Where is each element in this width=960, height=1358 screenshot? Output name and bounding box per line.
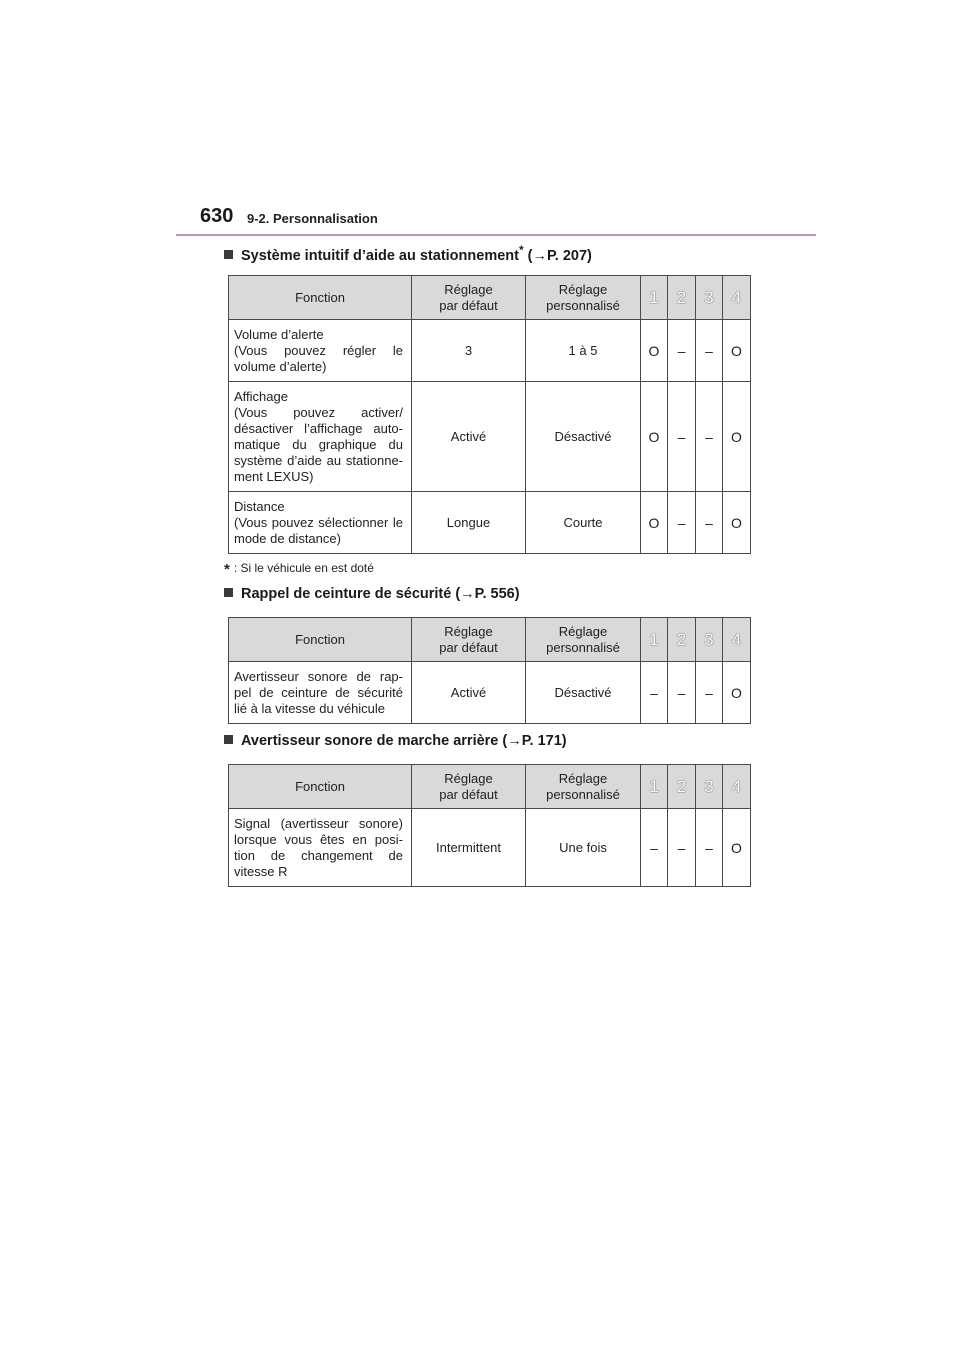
square-bullet-icon (224, 735, 233, 744)
header-function: Fonction (229, 276, 412, 320)
default-value: Intermittent (412, 809, 526, 887)
settings-table-seatbelt-reminder (228, 617, 751, 724)
header-col-1-icon: 1 (641, 765, 668, 809)
settings-table-parking-assist (228, 275, 751, 554)
header-col-1-icon: 1 (641, 276, 668, 320)
header-col-2-icon: 2 (668, 276, 696, 320)
mark-col-3: – (696, 492, 723, 554)
table-row (229, 492, 751, 554)
mark-col-3: – (696, 809, 723, 887)
settings-table-reverse-buzzer (228, 764, 751, 887)
header-col-3-icon: 3 (696, 276, 723, 320)
asterisk-mark: * (518, 243, 524, 257)
mark-col-4: O (723, 662, 751, 724)
chapter-title: 9-2. Personnalisation (247, 211, 378, 226)
custom-value: Courte (526, 492, 641, 554)
function-cell: Signal (avertisseur sonore) lorsque vous êtes en posi-tion de changement de vitesse R (229, 809, 412, 887)
mark-col-4: O (723, 492, 751, 554)
square-bullet-icon (224, 588, 233, 597)
mark-col-1: O (641, 382, 668, 492)
custom-value: Désactivé (526, 382, 641, 492)
mark-col-2: – (668, 320, 696, 382)
page-reference: (→P. 207) (523, 247, 592, 264)
mark-col-4: O (723, 382, 751, 492)
header-col-2-icon: 2 (668, 765, 696, 809)
mark-col-1: O (641, 492, 668, 554)
page-reference: (→P. 556) (451, 586, 520, 602)
footnote-text: : Si le véhicule en est doté (233, 561, 374, 575)
mark-col-1: – (641, 809, 668, 887)
mark-col-4: O (723, 809, 751, 887)
table-row (229, 320, 751, 382)
default-value: Longue (412, 492, 526, 554)
table-header-row (229, 276, 751, 320)
default-value: Activé (412, 662, 526, 724)
section-title-seatbelt-reminder: Rappel de ceinture de sécurité (→P. 556) (224, 586, 520, 602)
default-value: 3 (412, 320, 526, 382)
mark-col-2: – (668, 662, 696, 724)
header-col-4-icon: 4 (723, 618, 751, 662)
page-reference: (→P. 171) (498, 733, 567, 749)
custom-value: Désactivé (526, 662, 641, 724)
header-col-3-icon: 3 (696, 618, 723, 662)
header-function: Fonction (229, 618, 412, 662)
mark-col-3: – (696, 382, 723, 492)
header-col-4-icon: 4 (723, 276, 751, 320)
function-cell: Volume d’alerte (Vous pouvez régler le volume d’alerte) (229, 320, 412, 382)
header-col-1-icon: 1 (641, 618, 668, 662)
table-row (229, 382, 751, 492)
header-default: Réglage par défaut (412, 765, 526, 809)
footnote-asterisk: * (224, 561, 230, 578)
header-custom: Réglage personnalisé (526, 276, 641, 320)
mark-col-2: – (668, 382, 696, 492)
function-cell: Affichage (Vous pouvez activer/ désactiver l’affichage auto-matique du graphique du système d’aide au stationne-ment LEXUS) (229, 382, 412, 492)
function-cell: Avertisseur sonore de rap-pel de ceinture de sécurité lié à la vitesse du véhicule (229, 662, 412, 724)
default-value: Activé (412, 382, 526, 492)
mark-col-3: – (696, 320, 723, 382)
page-header (176, 203, 816, 236)
section-title-reverse-buzzer: Avertisseur sonore de marche arrière (→P. 171) (224, 733, 567, 749)
mark-col-2: – (668, 492, 696, 554)
table-row (229, 809, 751, 887)
header-default: Réglage par défaut (412, 276, 526, 320)
footnote (224, 561, 374, 578)
mark-col-4: O (723, 320, 751, 382)
function-cell: Distance (Vous pouvez sélectionner le mode de distance) (229, 492, 412, 554)
custom-value: Une fois (526, 809, 641, 887)
custom-value: 1 à 5 (526, 320, 641, 382)
section-title-parking-assist: Système intuitif d’aide au stationnement* (→P. 207) (224, 243, 592, 264)
table-header-row (229, 618, 751, 662)
page-number: 630 (200, 205, 234, 227)
square-bullet-icon (224, 250, 233, 259)
header-custom: Réglage personnalisé (526, 618, 641, 662)
mark-col-2: – (668, 809, 696, 887)
mark-col-1: O (641, 320, 668, 382)
table-row (229, 662, 751, 724)
table-header-row (229, 765, 751, 809)
mark-col-1: – (641, 662, 668, 724)
mark-col-3: – (696, 662, 723, 724)
header-col-4-icon: 4 (723, 765, 751, 809)
header-function: Fonction (229, 765, 412, 809)
header-default: Réglage par défaut (412, 618, 526, 662)
header-col-3-icon: 3 (696, 765, 723, 809)
header-col-2-icon: 2 (668, 618, 696, 662)
header-custom: Réglage personnalisé (526, 765, 641, 809)
